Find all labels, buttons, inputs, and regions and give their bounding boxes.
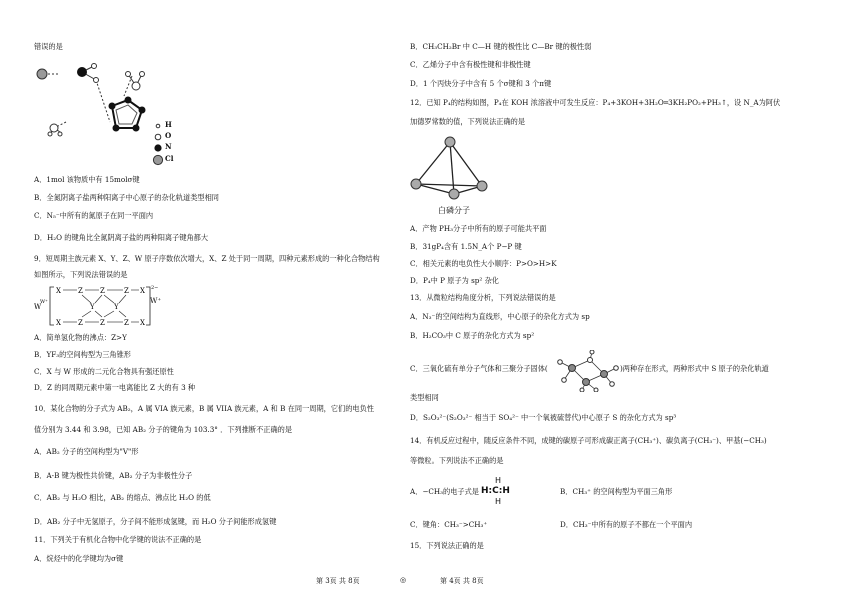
svg-text:Z: Z	[124, 319, 129, 327]
svg-text:Z: Z	[78, 319, 83, 327]
question-14: 14．有机反应过程中，随反应条件不同，成键的碳原子可形成碳正离子(CH₃⁺)、碳负离子(CH₃⁻)、甲基(−CH₃)	[410, 436, 767, 445]
option-c: C．X 与 W 形成的二元化合物具有强还原性	[34, 367, 174, 376]
svg-text:X: X	[56, 319, 61, 327]
page-number-right: 第 4页 共 8页	[440, 577, 484, 585]
svg-text:Z: Z	[100, 287, 105, 295]
question-12-cont: 加德罗常数的值，下列说法正确的是	[410, 117, 526, 126]
option-d: D．P₄中 P 原子为 sp² 杂化	[410, 276, 499, 285]
option-b: B．H₂CO₃中 C 原子的杂化方式为 sp²	[410, 331, 535, 340]
formula-bot: H	[495, 497, 502, 506]
option-c: C．N₅⁻中所有的氮原子在同一平面内	[34, 211, 154, 220]
option-d: D．AB₂ 分子中无氢原子，分子间不能形成氢键，而 H₂O 分子间能形成氢键	[34, 517, 277, 526]
legend-n: N	[165, 142, 172, 151]
option-d: D．H₂O 的键角比全氮阴离子盐的两种阳离子键角都大	[34, 233, 209, 242]
option-a: A．简单氢化物的沸点：Z>Y	[34, 333, 127, 342]
question-10-cont: 值分别为 3.44 和 3.98，已知 AB₂ 分子的键角为 103.3° ．下列推断不正确的是	[34, 425, 293, 434]
option-c: C．三氧化硫有单分子气体和三聚分子固体(	[410, 364, 548, 373]
question-15: 15．下列说法正确的是	[410, 541, 484, 550]
option-a: A．产物 PH₃分子中所有的原子可能共平面	[410, 224, 547, 233]
svg-text:X: X	[140, 319, 145, 327]
formula-mid: H:C:H	[481, 486, 510, 496]
option-c: C．AB₂ 与 H₂O 相比，AB₂ 的熔点、沸点比 H₂O 的低	[34, 493, 211, 502]
option-d: D．S₂O₃²⁻(S₂O₃²⁻ 相当于 SO₄²⁻ 中一个氧被硫替代)中心原子 S 的杂化方式为 sp³	[410, 413, 677, 422]
svg-text:Y: Y	[114, 303, 119, 311]
svg-text:Z: Z	[78, 287, 83, 295]
option-a: A．1mol 该物质中有 15molσ键	[34, 175, 140, 184]
w-plus: W⁺	[40, 299, 48, 305]
question-10: 10．某化合物的分子式为 AB₂，A 属 VIA 族元素，B 属 VIIA 族元素，A 和 B 在同一周期，它们的电负性	[34, 404, 374, 413]
w-label: W	[34, 303, 42, 311]
option-b: B．CH₃⁺ 的空间构型为平面三角形	[560, 487, 673, 496]
option-a: A．N₃⁻的空间结构为直线形，中心原子的杂化方式为 sp	[410, 312, 590, 321]
option-b: B．CH₃CH₂Br 中 C—H 键的极性比 C—Br 键的极性弱	[410, 42, 592, 51]
option-c: C．乙烯分子中含有极性键和非极性键	[410, 60, 531, 69]
page-number-left: 第 3页 共 8页	[316, 577, 360, 585]
binding-mark: ◎	[400, 576, 407, 584]
svg-text:Y: Y	[90, 303, 95, 311]
so3-trimer-diagram	[552, 350, 622, 392]
question-13: 13．从微粒结构角度分析，下列说法错误的是	[410, 293, 556, 302]
option-c: C．键角：CH₃⁻>CH₃⁺	[410, 520, 488, 529]
option-b: B．全氮阴离子盐两种阳离子中心原子的杂化轨道类型相同	[34, 193, 219, 202]
question-14-cont: 等微粒。下列说法不正确的是	[410, 456, 504, 465]
svg-text:Z: Z	[100, 319, 105, 327]
option-a: A．AB₂ 分子的空间构型为"V"形	[34, 447, 139, 456]
option-a: A．−CH₃的电子式是	[410, 487, 479, 496]
p4-caption: 白磷分子	[438, 206, 470, 215]
charge-label: 2−	[151, 285, 159, 291]
option-b: B．31gP₄含有 1.5N_A个 P−P 键	[410, 242, 522, 251]
option-d: D．Z 的同周期元素中第一电离能比 Z 大的有 3 种	[34, 383, 196, 392]
option-c-cont2: 类型相同	[410, 393, 439, 402]
legend-cl: Cl	[165, 154, 174, 163]
formula-top: H	[495, 476, 502, 485]
structure-diagram	[34, 283, 164, 329]
question-11: 11．下列关于有机化合物中化学键的说法不正确的是	[34, 535, 202, 544]
option-c: C．相关元素的电负性大小顺序：P>O>H>K	[410, 259, 557, 268]
svg-text:X: X	[140, 287, 145, 295]
legend-o: O	[165, 131, 172, 140]
legend-h: H	[165, 120, 172, 129]
w-cation: W⁺	[150, 296, 162, 305]
question-9: 9．短周期主族元素 X、Y、Z、W 原子序数依次增大，X、Z 处于同一周期，四种元素形成的一种化合物结构	[34, 254, 380, 263]
option-d: D．1 个丙炔分子中含有 5 个σ键和 3 个π键	[410, 79, 552, 88]
option-d: D．CH₃⁻中所有的原子不都在一个平面内	[560, 520, 693, 529]
option-b: B．YF₃的空间构型为三角锥形	[34, 350, 131, 359]
question-12: 12．已知 P₄的结构如图，P₄在 KOH 浓溶液中可发生反应：P₄+3KOH+3H₂O═3KH₂PO₂+PH₃↑，设 N_A为阿伏	[410, 98, 781, 107]
svg-text:X: X	[56, 287, 61, 295]
p4-molecule-diagram	[408, 132, 488, 202]
option-a: A．烷烃中的化学键均为σ键	[34, 554, 124, 563]
svg-text:Z: Z	[124, 287, 129, 295]
question-9-cont: 如图所示，下列说法错误的是	[34, 270, 128, 279]
option-c-cont: )两种存在形式，两种形式中 S 原子的杂化轨道	[620, 364, 769, 373]
molecule-diagram	[32, 58, 182, 168]
option-b: B．A-B 键为极性共价键，AB₂ 分子为非极性分子	[34, 471, 193, 480]
text-line: 错误的是	[34, 42, 63, 51]
